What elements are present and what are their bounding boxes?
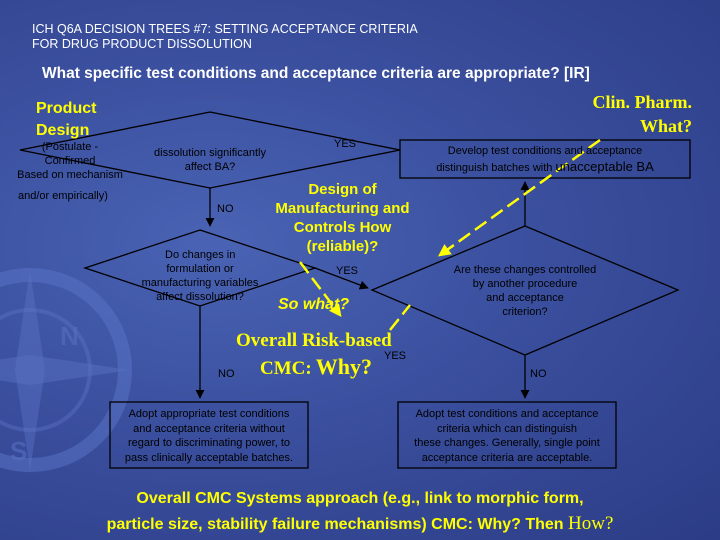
postulate-line1: (Postulate -	[41, 141, 99, 153]
yes-label-3: YES	[384, 350, 407, 362]
controlled-line4: criterion?	[502, 306, 548, 318]
adopt-left-text	[110, 407, 308, 465]
header-line1: ICH Q6A DECISION TREES #7: SETTING ACCEPTANCE CRITERIA	[32, 22, 418, 36]
so-what-label: So what?	[278, 296, 350, 313]
adopt-right-line4: acceptance criteria are acceptable.	[421, 451, 593, 464]
develop-line2b: unacceptable BA	[555, 159, 654, 174]
svg-text:S: S	[10, 436, 28, 466]
postulate-line2: Confirmed	[44, 155, 96, 167]
overall-risk-label: Overall Risk-based	[236, 330, 392, 351]
controlled-line2: by another procedure	[472, 278, 578, 290]
do-changes-line3: manufacturing variables	[141, 277, 259, 289]
dissolution-line2: affect BA?	[184, 161, 236, 173]
develop-line1: Develop test conditions and acceptance	[447, 145, 643, 157]
why-text: Why?	[315, 354, 372, 379]
yes-label-2: YES	[336, 265, 359, 277]
yes-label-1: YES	[334, 138, 357, 150]
do-changes-line4: affect dissolution?	[156, 291, 244, 303]
do-changes-question	[125, 248, 275, 304]
no-label-1: NO	[217, 203, 234, 215]
no-label-2: NO	[218, 368, 235, 380]
adopt-right-line1: Adopt test conditions and acceptance	[415, 408, 599, 420]
do-changes-line2: formulation or	[166, 263, 234, 275]
develop-line2	[402, 159, 688, 176]
footer	[0, 486, 720, 537]
footer-line2	[0, 511, 720, 537]
design-manufacturing-label	[270, 180, 415, 256]
adopt-left-line3: regard to discriminating power, to	[127, 437, 291, 449]
controlled-line1: Are these changes controlled	[453, 264, 597, 276]
footer-line2-text: particle size, stability failure mechanisms) CMC: Why? Then	[106, 516, 569, 533]
product-design-label: Product Design	[36, 100, 97, 139]
main-question: What specific test conditions and acceptance criteria are appropriate? [IR]	[42, 65, 590, 82]
svg-text:N: N	[60, 321, 79, 351]
design-manufacturing-text: Design of Manufacturing and Controls How (reliable)?	[275, 181, 410, 255]
controlled-question	[440, 263, 610, 319]
postulate-line4: and/or empirically)	[18, 190, 108, 202]
adopt-right-text	[398, 407, 616, 465]
adopt-right-line3: these changes. Generally, single point	[414, 437, 600, 449]
cmc-why-label	[260, 354, 372, 380]
cmc-text: CMC:	[260, 358, 312, 379]
clin-pharm-label: Clin. Pharm. What?	[592, 92, 692, 136]
develop-text	[402, 144, 688, 176]
dissolution-line1: dissolution significantly	[154, 147, 266, 159]
adopt-left-line4: pass clinically acceptable batches.	[124, 451, 294, 464]
no-label-3: NO	[530, 368, 547, 380]
develop-line2a: distinguish batches with	[436, 162, 556, 174]
controlled-line3: and acceptance	[486, 292, 564, 304]
adopt-left-line2: and acceptance criteria without	[133, 422, 285, 435]
postulate-note	[10, 140, 130, 182]
slide-header	[32, 22, 418, 52]
adopt-left-line1: Adopt appropriate test conditions	[128, 408, 290, 420]
postulate-line3: Based on mechanism	[17, 169, 123, 181]
header-line2: FOR DRUG PRODUCT DISSOLUTION	[32, 37, 252, 51]
footer-line2-end: How?	[568, 513, 614, 534]
do-changes-line1: Do changes in	[165, 249, 236, 261]
dissolution-question	[130, 146, 290, 174]
adopt-right-line2: criteria which can distinguish	[436, 422, 577, 435]
footer-line1: Overall CMC Systems approach (e.g., link to morphic form,	[136, 490, 584, 507]
